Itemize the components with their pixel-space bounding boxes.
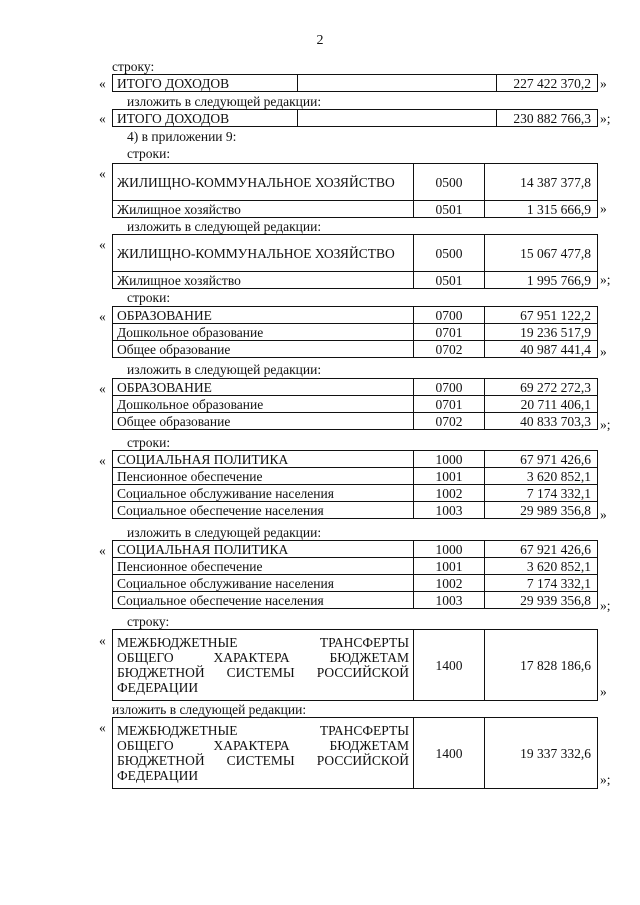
open-quote: « [99, 381, 106, 396]
table-social-old [112, 450, 598, 519]
table-housing-old [112, 163, 598, 218]
table-row [113, 75, 598, 92]
table-education-new [112, 378, 598, 430]
instruction-line: изложить в следующей редакции: [127, 219, 322, 234]
row-amount: 67 951 122,2 [485, 307, 598, 324]
row-code: 1002 [414, 575, 485, 592]
instruction-line: 4) в приложении 9: [127, 129, 237, 144]
row-name: ОБРАЗОВАНИЕ [113, 307, 414, 324]
row-amount: 7 174 332,1 [485, 485, 598, 502]
open-quote: « [99, 76, 106, 91]
table-row [113, 485, 598, 502]
row-amount: 40 987 441,4 [485, 341, 598, 358]
row-amount: 7 174 332,1 [485, 575, 598, 592]
instruction-line: изложить в следующей редакции: [112, 702, 307, 717]
row-name [113, 630, 414, 701]
row-name: СОЦИАЛЬНАЯ ПОЛИТИКА [113, 541, 414, 558]
row-name: Социальное обеспечение населения [113, 502, 414, 519]
table-row [113, 396, 598, 413]
row-code: 0500 [414, 164, 485, 201]
instruction-line: изложить в следующей редакции: [127, 94, 322, 109]
row-name: Пенсионное обеспечение [113, 468, 414, 485]
row-amount: 1 315 666,9 [485, 201, 598, 218]
page-number: 2 [316, 33, 324, 48]
row-amount: 3 620 852,1 [485, 558, 598, 575]
row-code: 0700 [414, 307, 485, 324]
row-amount: 230 882 766,3 [497, 110, 598, 127]
table-row [113, 201, 598, 218]
open-quote: « [99, 111, 106, 126]
row-name [113, 718, 414, 789]
row-name: ИТОГО ДОХОДОВ [113, 110, 298, 127]
table-row [113, 324, 598, 341]
instruction-line: строку: [127, 614, 170, 629]
row-code: 1001 [414, 468, 485, 485]
table-row [113, 379, 598, 396]
row-name-line: ОБЩЕГО ХАРАКТЕРА БЮДЖЕТАМ [117, 738, 409, 753]
row-name-line: БЮДЖЕТНОЙ СИСТЕМЫ РОССИЙСКОЙ [117, 665, 409, 680]
close-quote-semicolon: »; [600, 272, 611, 287]
open-quote: « [99, 543, 106, 558]
instruction-line: изложить в следующей редакции: [127, 362, 322, 377]
table-row [113, 630, 598, 701]
table-row [113, 502, 598, 519]
row-name: Социальное обеспечение населения [113, 592, 414, 609]
row-name-line: ФЕДЕРАЦИИ [117, 680, 199, 695]
instruction-line: изложить в следующей редакции: [127, 525, 322, 540]
row-amount: 14 387 377,8 [485, 164, 598, 201]
row-amount: 40 833 703,3 [485, 413, 598, 430]
row-amount: 29 989 356,8 [485, 502, 598, 519]
instruction-line: строки: [127, 146, 171, 161]
table-row [113, 341, 598, 358]
row-name: Социальное обслуживание населения [113, 575, 414, 592]
open-quote: « [99, 453, 106, 468]
row-code: 1000 [414, 451, 485, 468]
table-total-income-new [112, 109, 598, 127]
row-amount: 15 067 477,8 [485, 235, 598, 272]
instruction-line: строку: [112, 59, 155, 74]
close-quote-semicolon: »; [600, 111, 611, 126]
close-quote: » [600, 684, 607, 699]
table-transfers-old [112, 629, 598, 701]
row-empty-cell [298, 75, 497, 92]
close-quote: » [600, 344, 607, 359]
row-amount: 19 236 517,9 [485, 324, 598, 341]
row-amount: 67 971 426,6 [485, 451, 598, 468]
row-name: ЖИЛИЩНО-КОММУНАЛЬНОЕ ХОЗЯЙСТВО [113, 235, 414, 272]
row-name: Пенсионное обеспечение [113, 558, 414, 575]
table-row [113, 592, 598, 609]
row-code: 1000 [414, 541, 485, 558]
row-code: 0501 [414, 272, 485, 289]
close-quote: » [600, 76, 607, 91]
row-name: ОБРАЗОВАНИЕ [113, 379, 414, 396]
row-code: 1003 [414, 592, 485, 609]
table-social-new [112, 540, 598, 609]
row-empty-cell [298, 110, 497, 127]
open-quote: « [99, 720, 106, 735]
table-education-old [112, 306, 598, 358]
close-quote-semicolon: »; [600, 772, 611, 787]
row-name: Общее образование [113, 341, 414, 358]
table-row [113, 718, 598, 789]
row-name-line: ФЕДЕРАЦИИ [117, 768, 199, 783]
close-quote: » [600, 201, 607, 216]
table-row [113, 541, 598, 558]
row-code: 0702 [414, 341, 485, 358]
row-code: 1400 [414, 630, 485, 701]
table-row [113, 413, 598, 430]
table-total-income-old [112, 74, 598, 92]
open-quote: « [99, 166, 106, 181]
row-amount: 19 337 332,6 [485, 718, 598, 789]
row-amount: 227 422 370,2 [497, 75, 598, 92]
row-name: Дошкольное образование [113, 324, 414, 341]
close-quote: » [600, 507, 607, 522]
table-row [113, 307, 598, 324]
row-amount: 17 828 186,6 [485, 630, 598, 701]
row-name-line: БЮДЖЕТНОЙ СИСТЕМЫ РОССИЙСКОЙ [117, 753, 409, 768]
row-name: Жилищное хозяйство [113, 272, 414, 289]
instruction-line: строки: [127, 290, 171, 305]
table-row [113, 235, 598, 272]
row-name: Общее образование [113, 413, 414, 430]
row-code: 0500 [414, 235, 485, 272]
row-amount: 29 939 356,8 [485, 592, 598, 609]
row-amount: 3 620 852,1 [485, 468, 598, 485]
table-row [113, 468, 598, 485]
table-row [113, 164, 598, 201]
row-code: 1400 [414, 718, 485, 789]
row-amount: 67 921 426,6 [485, 541, 598, 558]
open-quote: « [99, 309, 106, 324]
table-row [113, 558, 598, 575]
close-quote-semicolon: »; [600, 417, 611, 432]
row-amount: 20 711 406,1 [485, 396, 598, 413]
table-row [113, 451, 598, 468]
instruction-line: строки: [127, 435, 171, 450]
row-name-line: МЕЖБЮДЖЕТНЫЕ ТРАНСФЕРТЫ [117, 635, 409, 650]
row-code: 0501 [414, 201, 485, 218]
row-code: 0700 [414, 379, 485, 396]
row-name-line: МЕЖБЮДЖЕТНЫЕ ТРАНСФЕРТЫ [117, 723, 409, 738]
row-name-line: ОБЩЕГО ХАРАКТЕРА БЮДЖЕТАМ [117, 650, 409, 665]
row-amount: 69 272 272,3 [485, 379, 598, 396]
row-name: СОЦИАЛЬНАЯ ПОЛИТИКА [113, 451, 414, 468]
close-quote-semicolon: »; [600, 598, 611, 613]
row-amount: 1 995 766,9 [485, 272, 598, 289]
row-code: 0702 [414, 413, 485, 430]
row-code: 1001 [414, 558, 485, 575]
row-code: 1003 [414, 502, 485, 519]
row-code: 1002 [414, 485, 485, 502]
row-name: ЖИЛИЩНО-КОММУНАЛЬНОЕ ХОЗЯЙСТВО [113, 164, 414, 201]
table-row [113, 110, 598, 127]
open-quote: « [99, 237, 106, 252]
table-row [113, 575, 598, 592]
table-transfers-new [112, 717, 598, 789]
row-name: Дошкольное образование [113, 396, 414, 413]
row-name: Жилищное хозяйство [113, 201, 414, 218]
row-code: 0701 [414, 324, 485, 341]
row-code: 0701 [414, 396, 485, 413]
table-housing-new [112, 234, 598, 289]
open-quote: « [99, 633, 106, 648]
row-name: ИТОГО ДОХОДОВ [113, 75, 298, 92]
row-name: Социальное обслуживание населения [113, 485, 414, 502]
table-row [113, 272, 598, 289]
